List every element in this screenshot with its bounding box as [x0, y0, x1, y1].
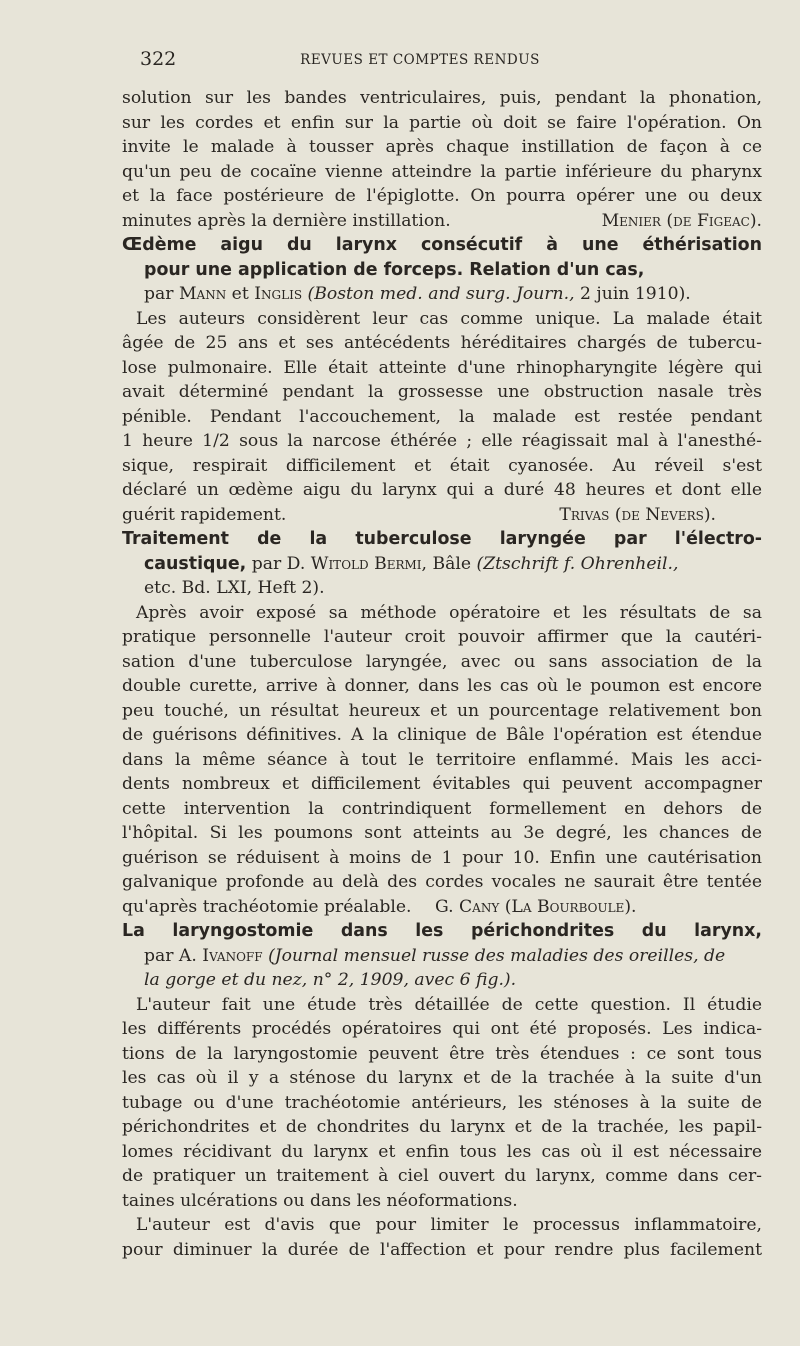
text-line: et la face postérieure de l'épiglotte. On pourra opérer une ou deux: [122, 186, 762, 206]
article-heading: Œdème aigu du larynx consécutif à une éthérisation: [122, 235, 762, 255]
author-name: Inglis: [254, 284, 303, 304]
text-segment: qu'après trachéotomie préalable.: [122, 896, 412, 917]
text-line: de guérisons définitives. A la clinique de Bâle l'opération est étendue: [122, 725, 762, 745]
journal-title: (Ztschrift f. Ohrenheil.,: [476, 553, 679, 574]
citation-line: par A. Ivanoff (Journal mensuel russe des maladies des oreilles, de: [144, 945, 726, 966]
text-line: âgée de 25 ans et ses antécédents héréditaires chargés de tubercu-: [122, 333, 762, 353]
text-segment: minutes après la dernière instillation.: [122, 210, 451, 231]
text-line: double curette, arrive à donner, dans les cas où le poumon est encore: [122, 676, 762, 696]
text-line: peu touché, un résultat heureux et un pourcentage relativement bon: [122, 700, 762, 721]
text-line: taines ulcérations ou dans les néoformations.: [122, 1190, 518, 1211]
running-title: REVUES ET COMPTES RENDUS: [300, 52, 540, 68]
text-line: cette intervention la contrindiquent formellement en dehors de: [122, 798, 762, 819]
text-line: sur les cordes et enfin sur la partie où doit se faire l'opération. On: [122, 112, 762, 133]
text-line: avait déterminé pendant la grossesse une obstruction nasale très: [122, 382, 762, 402]
citation-line: par Mann et Inglis (Boston med. and surg. Journ., 2 juin 1910).: [144, 284, 691, 304]
text-line: Après avoir exposé sa méthode opératoire et les résultats de sa: [136, 602, 762, 623]
page-header: [140, 48, 700, 72]
text-line: galvanique profonde au delà des cordes vocales ne saurait être tentée: [122, 872, 762, 892]
signature: Trivas (de Nevers).: [559, 504, 716, 525]
signature: G. Cany (La Bourboule).: [434, 896, 637, 917]
text-line: l'hôpital. Si les poumons sont atteints au 3e degré, les chances de: [122, 823, 762, 843]
text-line: sique, respirait difficilement et était cyanosée. Au réveil s'est: [122, 455, 762, 476]
article-heading: La laryngostomie dans les périchondrites du larynx,: [122, 921, 762, 941]
text-line: etc. Bd. LXI, Heft 2).: [144, 578, 325, 598]
text-line: déclaré un œdème aigu du larynx qui a duré 48 heures et dont elle: [122, 480, 762, 500]
text-line: pratique personnelle l'auteur croit pouvoir affirmer que la cautéri-: [122, 627, 762, 647]
text-line: tubage ou d'une trachéotomie antérieurs, les sténoses à la suite de: [122, 1092, 762, 1113]
text-segment: guérit rapidement.: [122, 504, 287, 525]
text-line: périchondrites et de chondrites du larynx et de la trachée, les papil-: [122, 1117, 762, 1137]
text-line: dents nombreux et difficilement évitables qui peuvent accompagner: [122, 774, 762, 794]
text-line: les différents procédés opératoires qui ont été proposés. Les indica-: [122, 1019, 762, 1039]
text-line: [122, 209, 762, 234]
text-line: les cas où il y a sténose du larynx et de la trachée à la suite d'un: [122, 1068, 762, 1088]
journal-title: (Boston med. and surg. Journ.,: [307, 284, 575, 304]
text-line: Les auteurs considèrent leur cas comme unique. La malade était: [136, 308, 762, 329]
article-heading: pour une application de forceps. Relation d'un cas,: [144, 259, 645, 280]
text-line: invite le malade à tousser après chaque instillation de façon à ce: [122, 137, 762, 157]
text-line: [122, 895, 762, 920]
text-line: pour diminuer la durée de l'affection et pour rendre plus facilement: [122, 1239, 762, 1260]
author-name: Mann: [178, 284, 227, 304]
signature: Menier (de Figeac).: [601, 210, 762, 231]
text-line: qu'un peu de cocaïne vienne atteindre la partie inférieure du pharynx: [122, 161, 762, 182]
text-line: [122, 503, 762, 528]
text-line: solution sur les bandes ventriculaires, puis, pendant la phonation,: [122, 88, 762, 108]
author-name: Ivanoff: [202, 945, 263, 966]
text-line: lomes récidivant du larynx et enfin tous les cas où il est nécessaire: [122, 1141, 762, 1162]
article-heading: Traitement de la tuberculose laryngée par l'électro-: [122, 529, 762, 549]
text-line: de pratiquer un traitement à ciel ouvert du larynx, comme dans cer-: [122, 1166, 762, 1186]
text-line: 1 heure 1/2 sous la narcose éthérée ; elle réagissait mal à l'anesthé-: [122, 431, 762, 451]
citation-line: caustique, par D. Witold Bermi, Bâle (Ztschrift f. Ohrenheil.,: [144, 553, 679, 574]
author-name: Witold Bermi,: [310, 553, 427, 574]
page-number: 322: [140, 48, 177, 70]
text-line: pénible. Pendant l'accouchement, la malade est restée pendant: [122, 406, 762, 427]
text-line: sation d'une tuberculose laryngée, avec ou sans association de la: [122, 651, 762, 672]
text-line: guérison se réduisent à moins de 1 pour 10. Enfin une cautérisation: [122, 847, 762, 868]
text-line: dans la même séance à tout le territoire enflammé. Mais les acci-: [122, 749, 762, 770]
text-line: lose pulmonaire. Elle était atteinte d'une rhinopharyngite légère qui: [122, 357, 762, 378]
body-text: [122, 86, 762, 1262]
text-line: L'auteur fait une étude très détaillée de cette question. Il étudie: [136, 994, 762, 1015]
text-line: tions de la laryngostomie peuvent être très étendues : ce sont tous: [122, 1043, 762, 1064]
journal-title: (Journal mensuel russe des maladies des oreilles, de: [268, 945, 726, 966]
text-line: L'auteur est d'avis que pour limiter le processus inflammatoire,: [136, 1215, 762, 1235]
text-line: la gorge et du nez, n° 2, 1909, avec 6 fig.).: [144, 970, 517, 990]
